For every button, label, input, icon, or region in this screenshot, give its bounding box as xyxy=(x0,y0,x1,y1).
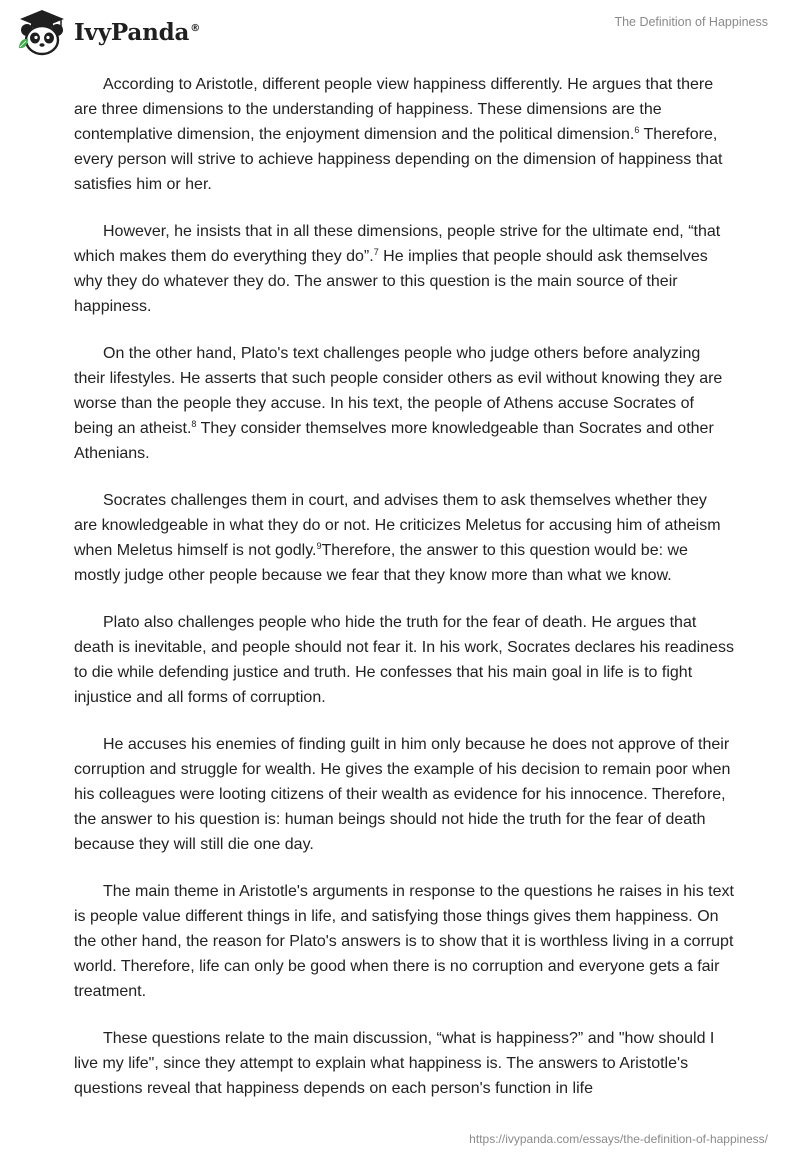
footnote-ref[interactable]: 8 xyxy=(191,419,197,429)
document-title: The Definition of Happiness xyxy=(614,15,768,29)
paragraph-text: However, he insists that in all these dimensions, people strive for the ultimate end, “that which makes them do everything they do”. xyxy=(74,223,721,265)
paragraph xyxy=(74,488,734,588)
footnote-ref[interactable]: 9 xyxy=(316,541,322,551)
footnote-ref[interactable]: 7 xyxy=(373,247,379,257)
footnote-ref[interactable]: 6 xyxy=(634,125,640,135)
source-url[interactable]: https://ivypanda.com/essays/the-definition-of-happiness/ xyxy=(469,1132,768,1146)
paragraph-text: The main theme in Aristotle's arguments in response to the questions he raises in his text is people value different things in life, and satisfying those things gives them happiness. On the other hand, the reason for Plato's answers is to show that it is worthless living in a corrupt world. Therefore, life can only be good when there is no corruption and everyone gets a fair treatment. xyxy=(74,883,734,1000)
paragraph-text: He accuses his enemies of finding guilt in him only because he does not approve of their corruption and struggle for wealth. He gives the example of his decision to remain poor when his colleagues were looting citizens of their wealth as evidence for his innocence. Therefore, the answer to his question is: human beings should not hide the truth for the fear of death because they will still die one day. xyxy=(74,736,731,853)
paragraph xyxy=(74,879,734,1004)
paragraph xyxy=(74,732,734,857)
brand-logo[interactable] xyxy=(16,8,200,56)
paragraph-text: They consider themselves more knowledgeable than Socrates and other Athenians. xyxy=(74,420,714,462)
paragraph-text: Plato also challenges people who hide the truth for the fear of death. He argues that death is inevitable, and people should not fear it. In his work, Socrates declares his readiness to die while defending justice and truth. He confesses that his main goal in life is to fight injustice and all forms of corruption. xyxy=(74,614,734,706)
paragraph-text: Therefore, every person will strive to achieve happiness depending on the dimension of happiness that satisfies him or her. xyxy=(74,126,723,193)
paragraph-text: Socrates challenges them in court, and advises them to ask themselves whether they are knowledgeable in what they do or not. He criticizes Meletus for accusing him of atheism when Meletus himself is not godly. xyxy=(74,492,721,559)
paragraph xyxy=(74,72,734,197)
paragraph xyxy=(74,219,734,319)
paragraph xyxy=(74,341,734,466)
paragraph xyxy=(74,610,734,710)
panda-graduate-icon xyxy=(16,8,68,56)
paragraph-text: According to Aristotle, different people view happiness differently. He argues that there are three dimensions to the understanding of happiness. These dimensions are the contemplative dimension, the enjoyment dimension and the political dimension. xyxy=(74,76,714,143)
paragraph xyxy=(74,1026,734,1101)
paragraph-text: These questions relate to the main discussion, “what is happiness?” and "how should I live my life", since they attempt to explain what happiness is. The answers to Aristotle's questions reveal that happiness depends on each person's function in life xyxy=(74,1030,715,1097)
paragraph-text: Therefore, the answer to this question would be: we mostly judge other people because we fear that they know more than what we know. xyxy=(74,542,688,584)
paragraph-text: He implies that people should ask themselves why they do whatever they do. The answer to this question is the main source of their happiness. xyxy=(74,248,708,315)
paragraph-text: On the other hand, Plato's text challenges people who judge others before analyzing their lifestyles. He asserts that such people consider others as evil without knowing they are worse than the people they accuse. In his text, the people of Athens accuse Socrates of being an atheist. xyxy=(74,345,723,437)
essay-body xyxy=(74,72,734,1123)
brand-name: IvyPanda® xyxy=(74,18,200,46)
page-header xyxy=(0,0,800,64)
